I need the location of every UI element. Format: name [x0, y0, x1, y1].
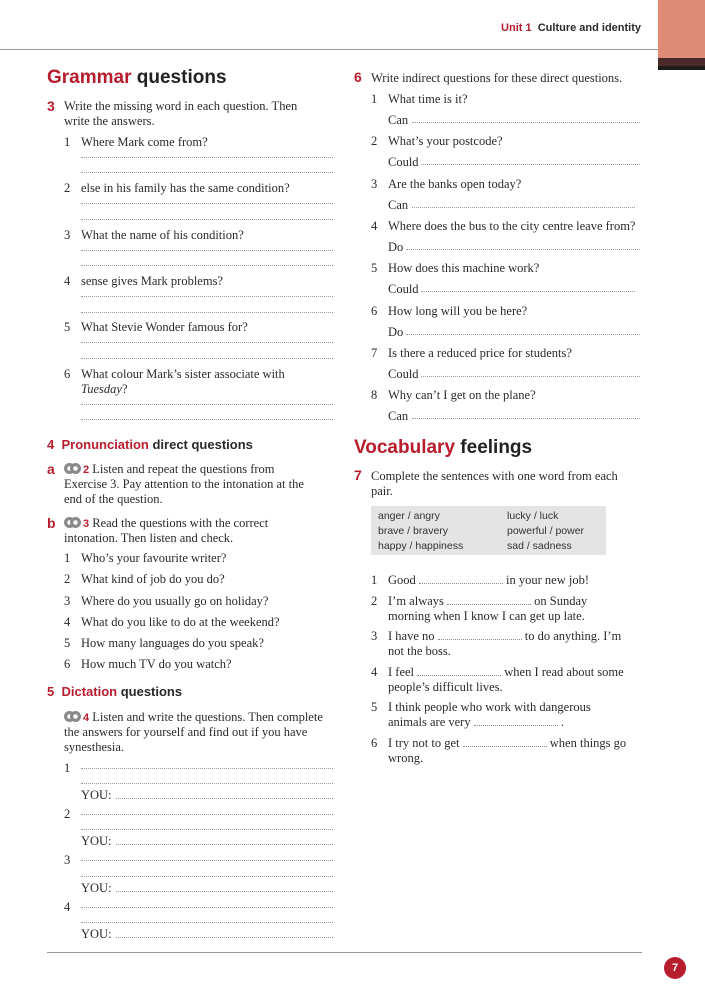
answer-line[interactable] [81, 814, 333, 815]
you-label: YOU: [81, 927, 112, 941]
item-number: 1 [371, 573, 378, 587]
item-number: 3 [64, 853, 71, 867]
item-number: 3 [64, 594, 71, 608]
sentence: I think people who work with dangerous [388, 700, 591, 714]
item-number: 1 [371, 92, 378, 106]
item-number: 1 [64, 135, 71, 149]
answer-line[interactable] [81, 419, 333, 420]
part-a-instruction-3: end of the question. [64, 492, 163, 506]
direct-question: How long will you be here? [388, 304, 528, 318]
item-number: 2 [371, 134, 378, 148]
grammar-heading: Grammar questions [47, 67, 227, 88]
sentence-continued: people’s difficult lives. [388, 680, 503, 694]
answer-line[interactable] [81, 172, 333, 173]
answer-line[interactable] [81, 768, 333, 769]
answer-line[interactable] [421, 376, 640, 377]
gap-field[interactable] [474, 715, 558, 726]
unit-title: Culture and identity [537, 22, 641, 34]
part-b-letter: b [47, 515, 56, 531]
item-number: 7 [371, 346, 378, 360]
item-number: 6 [371, 304, 378, 318]
answer-line[interactable] [81, 783, 333, 784]
word-pair: sad / sadness [507, 540, 572, 552]
part-b-instruction-2: intonation. Then listen and check. [64, 531, 234, 545]
item-number: 2 [64, 572, 71, 586]
answer-line[interactable] [412, 207, 635, 208]
item-number: 4 [64, 615, 71, 629]
exercise-5-instruction-3: synesthesia. [64, 740, 125, 754]
answer-line[interactable] [81, 157, 333, 158]
audio-cd-icon [70, 711, 81, 722]
answer-line[interactable] [412, 418, 640, 419]
sentence-continued: wrong. [388, 751, 424, 765]
question-text: What kind of job do you do? [81, 572, 225, 586]
item-number: 3 [64, 228, 71, 242]
word-pair: brave / bravery [378, 525, 449, 537]
item-number: 5 [64, 636, 71, 650]
question-text: Who’s your favourite writer? [81, 551, 227, 565]
sentence-start: Do [388, 325, 404, 339]
exercise-3-number: 3 [47, 98, 55, 114]
sentence: I try not to get when things go [388, 736, 627, 750]
question-text: What Stevie Wonder famous for? [81, 320, 248, 334]
sentence-start: Could [388, 282, 419, 296]
you-answer-line[interactable] [116, 937, 333, 938]
item-number: 5 [371, 700, 378, 714]
direct-question: Why can’t I get on the plane? [388, 388, 536, 402]
sentence-continued: animals are very . [388, 715, 564, 729]
sentence: I have no to do anything. I’m [388, 629, 622, 643]
question-text: Where Mark come from? [81, 135, 208, 149]
answer-line[interactable] [81, 922, 333, 923]
audio-cd-icon [70, 517, 81, 528]
word-pair: powerful / power [507, 525, 585, 537]
sentence-continued: not the boss. [388, 644, 451, 658]
word-pair: happy / happiness [378, 540, 464, 552]
word-pair: anger / angry [378, 510, 440, 522]
exercise-5-instruction-2: the answers for yourself and find out if you have [64, 725, 308, 739]
word-pairs-box [371, 506, 606, 555]
answer-line[interactable] [81, 265, 333, 266]
dictation-heading: 5 Dictation questions [47, 684, 183, 699]
you-answer-line[interactable] [116, 844, 333, 845]
you-answer-line[interactable] [116, 798, 333, 799]
header-dark-bar [658, 58, 705, 66]
word-pair: lucky / luck [507, 510, 559, 522]
sentence-continued: morning when I know I can get up late. [388, 609, 585, 623]
answer-line[interactable] [412, 122, 640, 123]
header-color-tab [658, 0, 705, 58]
pronunciation-heading: 4 Pronunciation direct questions [47, 437, 253, 452]
question-text: How much TV do you watch? [81, 657, 232, 671]
gap-field[interactable] [419, 573, 503, 584]
answer-line[interactable] [406, 334, 640, 335]
answer-line[interactable] [81, 250, 333, 251]
sentence-start: Could [388, 367, 419, 381]
header-rule [0, 49, 658, 50]
sentence: I’m always on Sunday [388, 594, 588, 608]
running-header [501, 22, 641, 34]
item-number: 1 [64, 551, 71, 565]
item-number: 6 [64, 367, 71, 381]
exercise-3-instruction-1: Write the missing word in each question. Then [64, 99, 298, 113]
answer-line[interactable] [81, 876, 333, 877]
you-label: YOU: [81, 834, 112, 848]
item-number: 5 [371, 261, 378, 275]
gap-field[interactable] [438, 629, 522, 640]
item-number: 2 [371, 594, 378, 608]
audio-cd-icon [70, 463, 81, 474]
answer-line[interactable] [421, 291, 635, 292]
item-number: 4 [64, 274, 71, 288]
vocabulary-heading: Vocabulary feelings [354, 437, 533, 458]
answer-line[interactable] [81, 312, 333, 313]
exercise-6-number: 6 [354, 69, 362, 85]
you-label: YOU: [81, 881, 112, 895]
answer-line[interactable] [81, 829, 333, 830]
answer-line[interactable] [81, 203, 333, 204]
question-text: else in his family has the same condition? [81, 181, 290, 195]
item-number: 2 [64, 181, 71, 195]
exercise-3-instruction-2: write the answers. [64, 114, 155, 128]
question-text: What do you like to do at the weekend? [81, 615, 280, 629]
you-answer-line[interactable] [116, 891, 333, 892]
footer-rule [47, 952, 642, 953]
sentence: Good in your new job! [388, 573, 590, 587]
direct-question: What’s your postcode? [388, 134, 503, 148]
item-number: 8 [371, 388, 378, 402]
sentence-start: Could [388, 155, 419, 169]
item-number: 3 [371, 629, 378, 643]
question-text: How many languages do you speak? [81, 636, 264, 650]
question-text: sense gives Mark problems? [81, 274, 223, 288]
question-text: What the name of his condition? [81, 228, 244, 242]
answer-line[interactable] [406, 249, 640, 250]
item-number: 4 [64, 900, 71, 914]
gap-field[interactable] [447, 594, 531, 605]
you-label: YOU: [81, 788, 112, 802]
question-text: What colour Mark’s sister associate with [81, 367, 285, 381]
sentence-start: Do [388, 240, 404, 254]
answer-line[interactable] [81, 358, 333, 359]
answer-line[interactable] [81, 342, 333, 343]
gap-field[interactable] [463, 736, 547, 747]
exercise-6-instruction: Write indirect questions for these direct questions. [371, 71, 623, 85]
part-a-letter: a [47, 461, 55, 477]
answer-line[interactable] [81, 404, 333, 405]
exercise-7-instruction-2: pair. [371, 484, 393, 498]
question-text-continued: Tuesday? [81, 382, 128, 396]
part-b-instruction-1: 3 Read the questions with the correct [64, 516, 268, 532]
sentence-start: Can [388, 113, 409, 127]
direct-question: How does this machine work? [388, 261, 540, 275]
item-number: 5 [64, 320, 71, 334]
header-black-bar [658, 66, 705, 70]
answer-line[interactable] [81, 860, 333, 861]
sentence-start: Can [388, 409, 409, 423]
item-number: 1 [64, 761, 71, 775]
answer-line[interactable] [81, 296, 333, 297]
direct-question: Are the banks open today? [388, 177, 522, 191]
item-number: 6 [64, 657, 71, 671]
part-a-instruction-2: Exercise 3. Pay attention to the intonation at the [64, 477, 304, 491]
answer-line[interactable] [421, 164, 640, 165]
exercise-5-instruction-1: 4 Listen and write the questions. Then complete [64, 710, 323, 726]
part-a-instruction-1: 2 Listen and repeat the questions from [64, 462, 275, 478]
item-number: 2 [64, 807, 71, 821]
direct-question: What time is it? [388, 92, 468, 106]
page-number: 7 [664, 957, 686, 979]
gap-field[interactable] [417, 665, 501, 676]
question-text: Where do you usually go on holiday? [81, 594, 269, 608]
exercise-7-number: 7 [354, 467, 362, 483]
answer-line[interactable] [81, 219, 333, 220]
answer-line[interactable] [81, 907, 333, 908]
item-number: 4 [371, 219, 378, 233]
sentence-start: Can [388, 198, 409, 212]
exercise-7-instruction-1: Complete the sentences with one word from each [371, 469, 618, 483]
sentence: I feel when I read about some [388, 665, 624, 679]
item-number: 3 [371, 177, 378, 191]
unit-label: Unit 1 [501, 22, 532, 34]
item-number: 6 [371, 736, 378, 750]
item-number: 4 [371, 665, 378, 679]
direct-question: Where does the bus to the city centre leave from? [388, 219, 636, 233]
direct-question: Is there a reduced price for students? [388, 346, 572, 360]
